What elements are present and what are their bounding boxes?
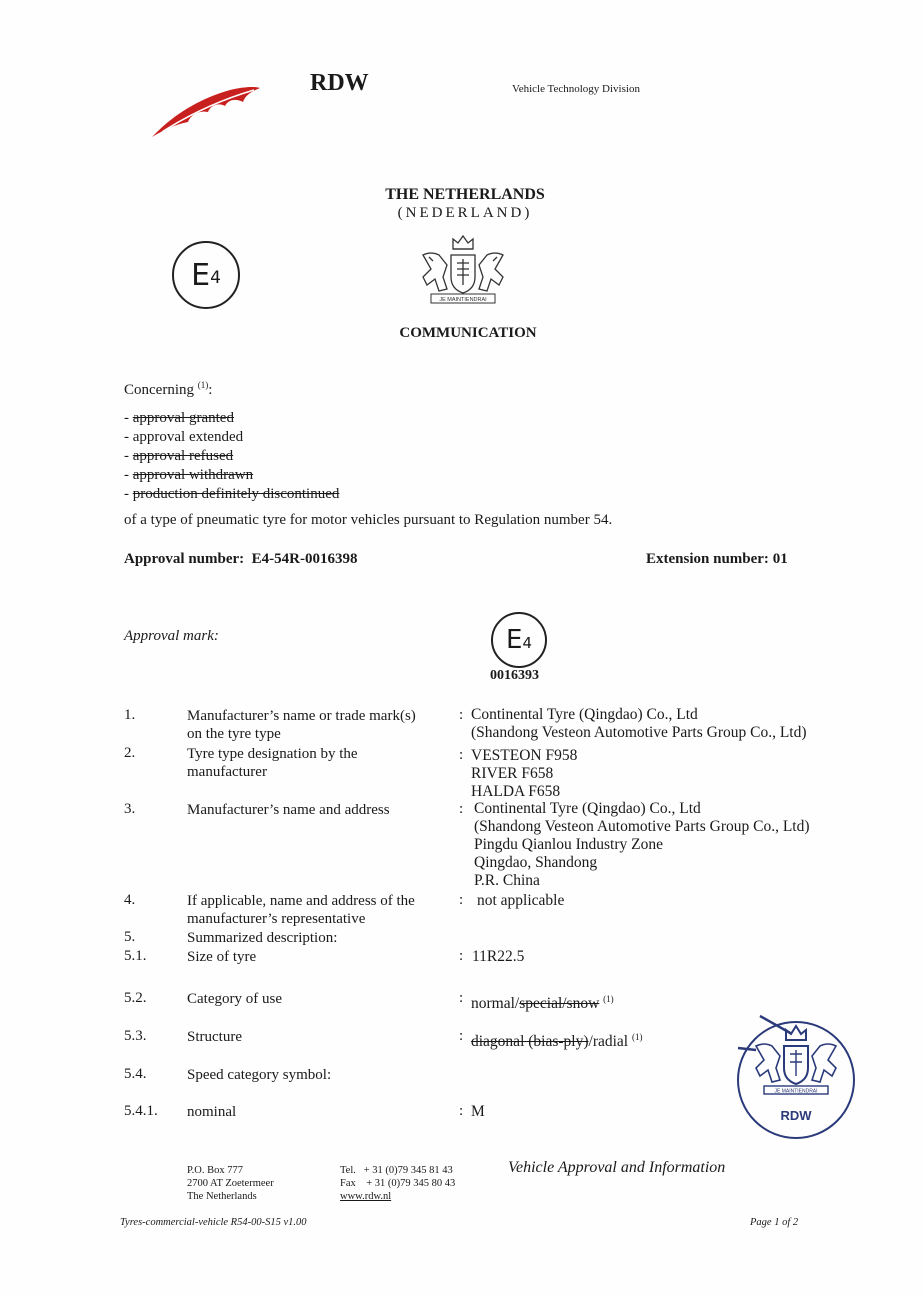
value-line: not applicable [477, 892, 565, 909]
value-line: (Shandong Vesteon Automotive Parts Group Co., Ltd) [471, 724, 807, 741]
website-link[interactable]: www.rdw.nl [340, 1191, 392, 1202]
item-number: 3. [124, 801, 136, 817]
label-line: Speed category symbol: [187, 1067, 332, 1083]
option-approval-refused: - approval refused [124, 448, 234, 464]
item-number: 4. [124, 892, 136, 908]
item-label [187, 707, 416, 743]
fax-line [340, 1177, 455, 1190]
value-line: Qingdao, Shandong [474, 854, 598, 871]
e4-letter: E [191, 257, 211, 293]
item-number: 5.3. [124, 1028, 147, 1044]
approval-mark-e4-circle [491, 612, 547, 668]
footnote-ref: (1) [631, 1032, 643, 1042]
value-line: P.R. China [474, 872, 540, 889]
value-line: Pingdu Qianlou Industry Zone [474, 836, 663, 853]
purpose-statement: of a type of pneumatic tyre for motor vehicles pursuant to Regulation number 54. [124, 512, 613, 528]
approval-number-label: Approval number: [124, 551, 245, 567]
stamp-text: RDW [780, 1108, 812, 1123]
item-number: 5.4.1. [124, 1103, 158, 1119]
item-label [187, 990, 282, 1008]
item-label [187, 745, 358, 781]
option-text: production definitely discontinued [132, 486, 340, 502]
footer-address [187, 1164, 274, 1203]
e4-letter: E [506, 625, 523, 655]
option-approval-withdrawn: - approval withdrawn [124, 467, 254, 483]
category-value [471, 990, 614, 1013]
label-line: Structure [187, 1029, 242, 1045]
item-label [187, 1028, 242, 1046]
colon: : [459, 801, 464, 817]
item-number: 5. [124, 929, 136, 945]
division-name: Vehicle Technology Division [512, 83, 640, 95]
colon: : [459, 747, 464, 763]
extension-number-label: Extension number: [646, 551, 769, 567]
approval-mark-number: 0016393 [490, 668, 539, 683]
footer-contact [340, 1164, 455, 1203]
item-number: 1. [124, 707, 136, 723]
label-line: Manufacturer’s name or trade mark(s) [187, 708, 416, 724]
item-value [471, 706, 807, 742]
value-line: RIVER F658 [471, 765, 554, 782]
tyre-size-value: 11R22.5 [472, 948, 525, 965]
e4-number: 4 [210, 268, 221, 288]
label-line: manufacturer’s representative [187, 911, 366, 927]
concerning-text: Concerning [124, 382, 194, 398]
item-label [187, 948, 256, 966]
label-line: Category of use [187, 991, 282, 1007]
coat-of-arms-motto: JE MAINTIENDRAI [439, 297, 487, 303]
extension-number-line [646, 551, 788, 568]
value-line: Continental Tyre (Qingdao) Co., Ltd [471, 706, 698, 723]
footnote-ref: (1) [197, 380, 209, 390]
colon: : [459, 707, 464, 723]
address-line: 2700 AT Zoetermeer [187, 1178, 274, 1189]
rdw-leaf-logo [150, 80, 262, 140]
item-number: 5.1. [124, 948, 147, 964]
item-label [187, 1103, 236, 1121]
item-value [477, 892, 564, 910]
item-number: 2. [124, 745, 136, 761]
item-label [187, 892, 415, 928]
address-line: P.O. Box 777 [187, 1165, 244, 1176]
page-number: Page 1 of 2 [750, 1217, 799, 1228]
label-line: Summarized description: [187, 930, 338, 946]
colon: : [459, 1028, 464, 1044]
org-name: RDW [310, 70, 369, 96]
concerning-label: Concerning $^{(1)}$: [124, 380, 213, 398]
option-production-discontinued: - production definitely discontinued [124, 486, 340, 502]
option-approval-extended: - approval extended [124, 429, 244, 445]
item-label [187, 929, 337, 947]
colon: : [459, 1103, 464, 1119]
value-line: HALDA F658 [471, 783, 561, 800]
item-label [187, 801, 390, 819]
document-reference: Tyres-commercial-vehicle R54-00-S15 v1.00 [120, 1217, 307, 1228]
country-title: THE NETHERLANDS [385, 186, 545, 203]
footer-slogan: Vehicle Approval and Information [508, 1159, 726, 1176]
tel-line [340, 1164, 455, 1177]
country-local-title: (NEDERLAND) [397, 205, 533, 221]
e4-circle-mark [172, 241, 240, 309]
speed-symbol-value: M [471, 1103, 485, 1120]
value-text: normal/ [471, 995, 520, 1013]
fax-label: Fax [340, 1178, 356, 1189]
footnote-ref: (1) [603, 994, 614, 1004]
option-text: approval withdrawn [132, 467, 254, 483]
tel-number: + 31 (0)79 345 81 43 [363, 1165, 453, 1176]
struck-value: diagonal (bias-ply) [471, 1033, 589, 1051]
struck-value: special/snow [519, 995, 600, 1013]
label-line: manufacturer [187, 764, 267, 780]
rdw-official-stamp [730, 1012, 862, 1142]
tel-label: Tel. [340, 1165, 356, 1176]
value-line: VESTEON F958 [471, 747, 578, 764]
approval-number-line [124, 551, 357, 568]
e4-number: 4 [522, 634, 532, 652]
option-text: approval refused [132, 448, 234, 464]
value-line: Continental Tyre (Qingdao) Co., Ltd [474, 800, 701, 817]
coat-of-arms-emblem [413, 233, 513, 307]
option-text: approval granted [132, 410, 234, 426]
item-label [187, 1066, 331, 1084]
label-line: Size of tyre [187, 949, 257, 965]
item-number: 5.2. [124, 990, 147, 1006]
item-value [471, 747, 577, 801]
colon: : [459, 892, 464, 908]
item-value [474, 800, 810, 890]
fax-number: + 31 (0)79 345 80 43 [366, 1178, 456, 1189]
stamp-motto: JE MAINTIENDRAI [774, 1088, 818, 1095]
structure-value [471, 1028, 642, 1051]
label-line: Tyre type designation by the [187, 746, 358, 762]
value-line: (Shandong Vesteon Automotive Parts Group Co., Ltd) [474, 818, 810, 835]
label-line: Manufacturer’s name and address [187, 802, 390, 818]
approval-mark-label: Approval mark: [124, 628, 219, 644]
option-approval-granted: - approval granted [124, 410, 234, 426]
extension-number: 01 [772, 551, 788, 567]
value-text: /radial [588, 1033, 629, 1051]
label-line: nominal [187, 1104, 237, 1120]
option-text: approval extended [132, 429, 244, 445]
address-line: The Netherlands [187, 1191, 257, 1202]
label-line: on the tyre type [187, 726, 281, 742]
document-title: COMMUNICATION [399, 325, 537, 341]
approval-number: E4-54R-0016398 [251, 551, 358, 567]
colon: : [459, 948, 464, 964]
colon: : [459, 990, 464, 1006]
item-number: 5.4. [124, 1066, 147, 1082]
label-line: If applicable, name and address of the [187, 893, 415, 909]
